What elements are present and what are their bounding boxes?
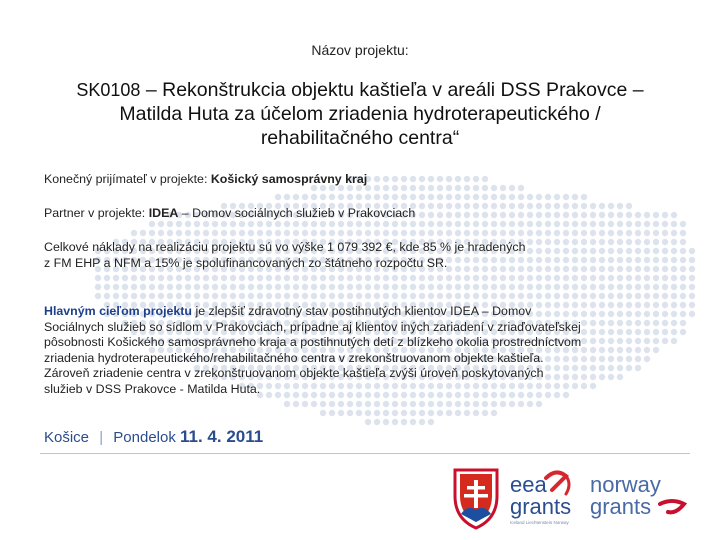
norway-logo-line1: norway xyxy=(590,472,661,497)
footer-day: Pondelok xyxy=(113,429,176,446)
footer-dateline xyxy=(44,427,263,447)
norway-logo-line2: grants xyxy=(590,494,652,519)
eea-grants-logo xyxy=(510,472,571,525)
eea-logo-line1: eea xyxy=(510,472,547,497)
norway-grants-logo xyxy=(590,472,684,519)
slovak-coat-of-arms-icon xyxy=(455,470,497,528)
footer-city: Košice xyxy=(44,429,90,446)
project-name-label: Názov projektu: xyxy=(311,42,409,58)
footer-date: 11. 4. 2011 xyxy=(180,427,264,446)
eea-logo-subtitle: Iceland Liechtenstein Norway xyxy=(510,520,569,525)
partner-line xyxy=(44,206,644,222)
footer-separator: | xyxy=(99,429,104,446)
costs-paragraph: Celkové náklady na realizáciu projektu sú vo výške 1 079 392 €, kde 85 % je hradených z FM EHP a NFM a 15% je spolufinancovaných zo štátneho rozpočtu SR. xyxy=(44,240,526,270)
project-title xyxy=(60,78,660,150)
beneficiary-label: Konečný prijímateľ v projekte: xyxy=(44,172,208,186)
partner-rest: – Domov sociálnych služieb v Prakovciach xyxy=(178,206,416,220)
beneficiary-line xyxy=(44,172,644,188)
partner-name: IDEA xyxy=(148,206,179,220)
goal-paragraph xyxy=(44,304,584,397)
project-code: SK0108 xyxy=(76,80,141,100)
project-title-text: – Rekonštrukcia objektu kaštieľa v areáli DSS Prakovce – Matilda Huta za účelom zriadenia hydroterapeutického / rehabilitačného centra“ xyxy=(119,79,644,149)
eea-logo-line2: grants xyxy=(510,494,572,519)
goal-lead: Hlavným cieľom projektu xyxy=(44,304,192,318)
beneficiary-value: Košický samosprávny kraj xyxy=(210,172,368,186)
partner-label: Partner v projekte: xyxy=(44,206,146,220)
footer-divider xyxy=(40,453,690,454)
logos-bar xyxy=(0,464,720,534)
goal-text: je zlepšiť zdravotný stav postihnutých klientov IDEA – Domov Sociálnych služieb so sídlom v Prakovciach, prípadne aj klientov iných zariadení v zriaďovateľskej pôsobnosti Košického samosprávneho kraja a postihnutých detí z blízkeho okolia prostredníctvom zriadenia hydroterapeutického/rehabilitačného centra v zrekonštruovanom objekte kaštieľa. Zároveň zriadenie centra v zrekonštruovanom objekte kaštieľa zvýši úroveň poskytovaných služieb v DSS Prakovce - Matilda Huta. xyxy=(44,304,582,396)
